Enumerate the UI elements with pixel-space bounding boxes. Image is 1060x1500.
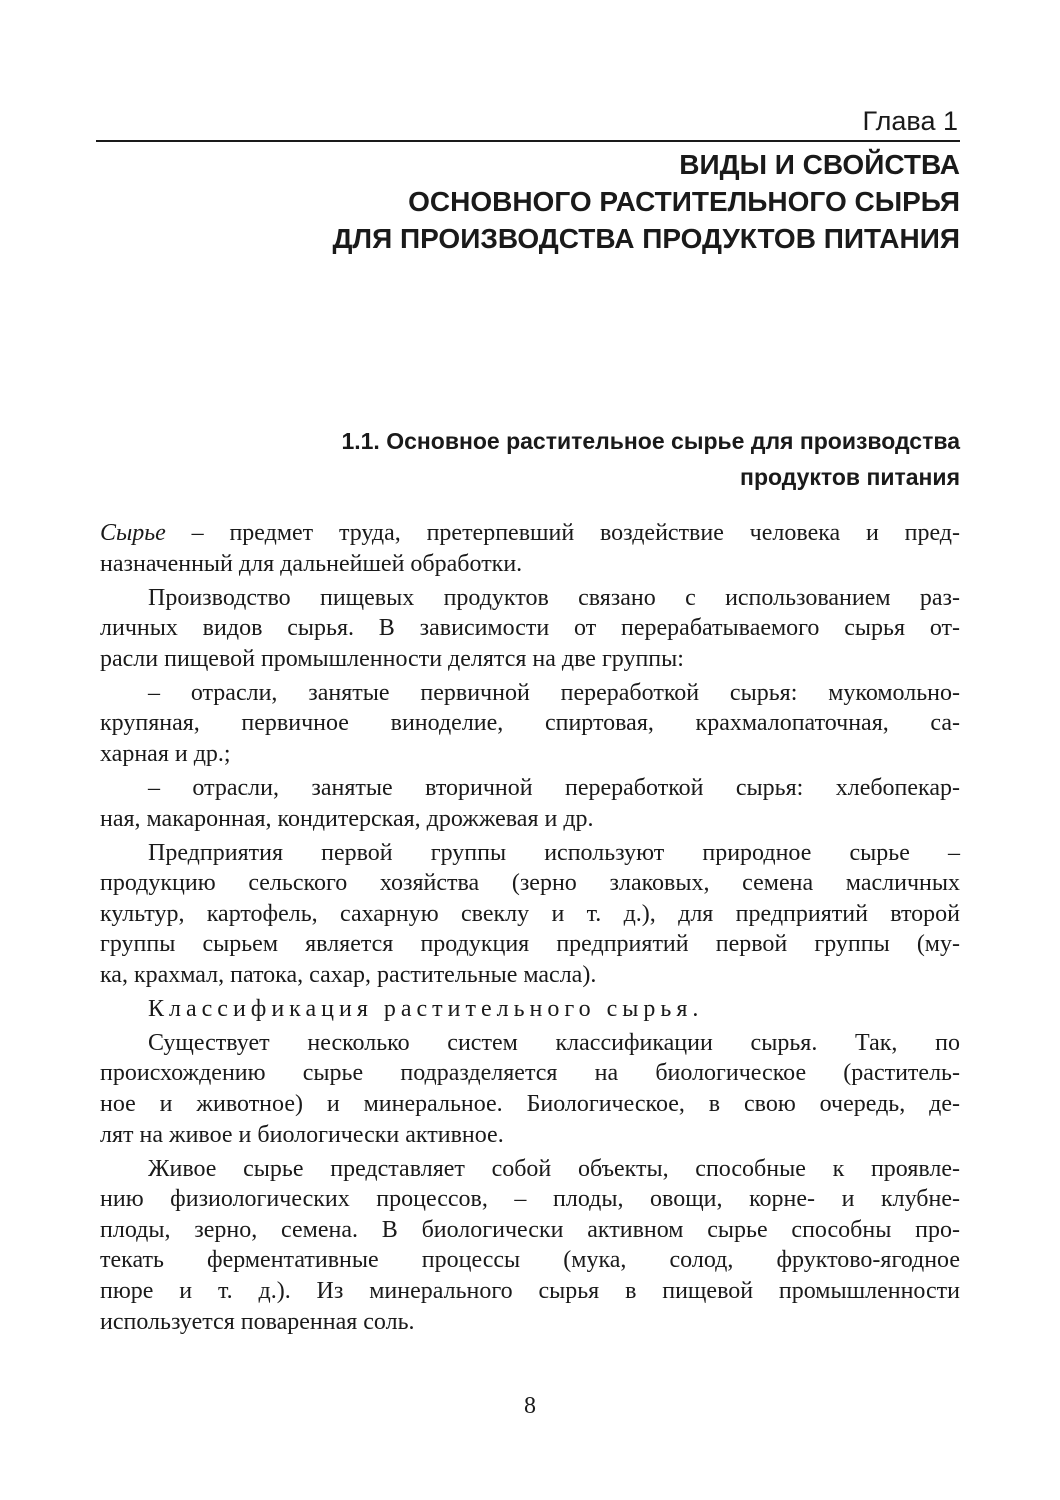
paragraph-definition <box>100 518 960 579</box>
text-line: Классификация растительного сырья. <box>148 995 704 1022</box>
chapter-title-line: ДЛЯ ПРОИЗВОДСТВА ПРОДУКТОВ ПИТАНИЯ <box>332 223 960 254</box>
chapter-title-line: ОСНОВНОГО РАСТИТЕЛЬНОГО СЫРЬЯ <box>408 186 960 217</box>
text-line: происхождению сырье подразделяется на биологическое (раститель- <box>100 1060 960 1087</box>
chapter-divider <box>96 140 960 142</box>
term-italic: Сырье <box>100 520 166 546</box>
list-item <box>100 678 960 770</box>
text-line: используется поваренная соль. <box>100 1308 415 1335</box>
chapter-title-line: ВИДЫ И СВОЙСТВА <box>679 149 960 180</box>
section-title-line: 1.1. Основное растительное сырье для производства <box>341 428 960 454</box>
text-line: Производство пищевых продуктов связано с использованием раз- <box>148 584 960 611</box>
paragraph <box>100 1154 960 1338</box>
text-line: назначенный для дальнейшей обработки. <box>100 550 523 577</box>
text-line: крупяная, первичное виноделие, спиртовая, крахмалопаточная, са- <box>100 710 960 737</box>
text-line: – отрасли, занятые первичной переработкой сырья: мукомольно- <box>148 679 960 706</box>
text-line: ка, крахмал, патока, сахар, растительные масла). <box>100 961 597 988</box>
text-line: Существует несколько систем классификации сырья. Так, по <box>148 1029 960 1056</box>
text-line: ное и животное) и минеральное. Биологическое, в свою очередь, де- <box>100 1091 960 1118</box>
paragraph <box>100 583 960 675</box>
text-line: личных видов сырья. В зависимости от перерабатываемого сырья от- <box>100 615 960 642</box>
text-line: ная, макаронная, кондитерская, дрожжевая и др. <box>100 805 594 832</box>
text-fragment: – предмет труда, претерпевший воздействие человека и пред- <box>165 520 960 546</box>
text-line <box>100 518 960 549</box>
body-text <box>100 518 960 1341</box>
text-line: плоды, зерно, семена. В биологически активном сырье способны про- <box>100 1216 960 1243</box>
text-line: Предприятия первой группы используют природное сырье – <box>148 839 960 866</box>
list-item <box>100 773 960 834</box>
chapter-label: Глава 1 <box>862 106 958 136</box>
section-title-line: продуктов питания <box>740 464 960 490</box>
page-number: 8 <box>524 1393 536 1419</box>
text-line: Живое сырье представляет собой объекты, способные к проявле- <box>148 1155 960 1182</box>
chapter-title <box>96 146 960 257</box>
subheading-spaced <box>100 994 960 1025</box>
section-heading <box>96 423 960 495</box>
text-line: пюре и т. д.). Из минерального сырья в пищевой промышленности <box>100 1277 960 1304</box>
text-line: лят на живое и биологически активное. <box>100 1121 504 1148</box>
text-line: нию физиологических процессов, – плоды, овощи, корне- и клубне- <box>100 1186 960 1213</box>
paragraph <box>100 838 960 991</box>
chapter-header <box>96 104 960 257</box>
text-line: – отрасли, занятые вторичной переработкой сырья: хлебопекар- <box>148 774 960 801</box>
text-line: продукцию сельского хозяйства (зерно злаковых, семена масличных <box>100 870 960 897</box>
paragraph <box>100 1028 960 1150</box>
text-line: группы сырьем является продукция предприятий первой группы (му- <box>100 931 960 958</box>
text-line: расли пищевой промышленности делятся на две группы: <box>100 645 684 672</box>
text-line: текать ферментативные процессы (мука, солод, фруктово-ягодное <box>100 1247 960 1274</box>
text-line: культур, картофель, сахарную свеклу и т. д.), для предприятий второй <box>100 900 960 927</box>
text-line: харная и др.; <box>100 740 231 767</box>
